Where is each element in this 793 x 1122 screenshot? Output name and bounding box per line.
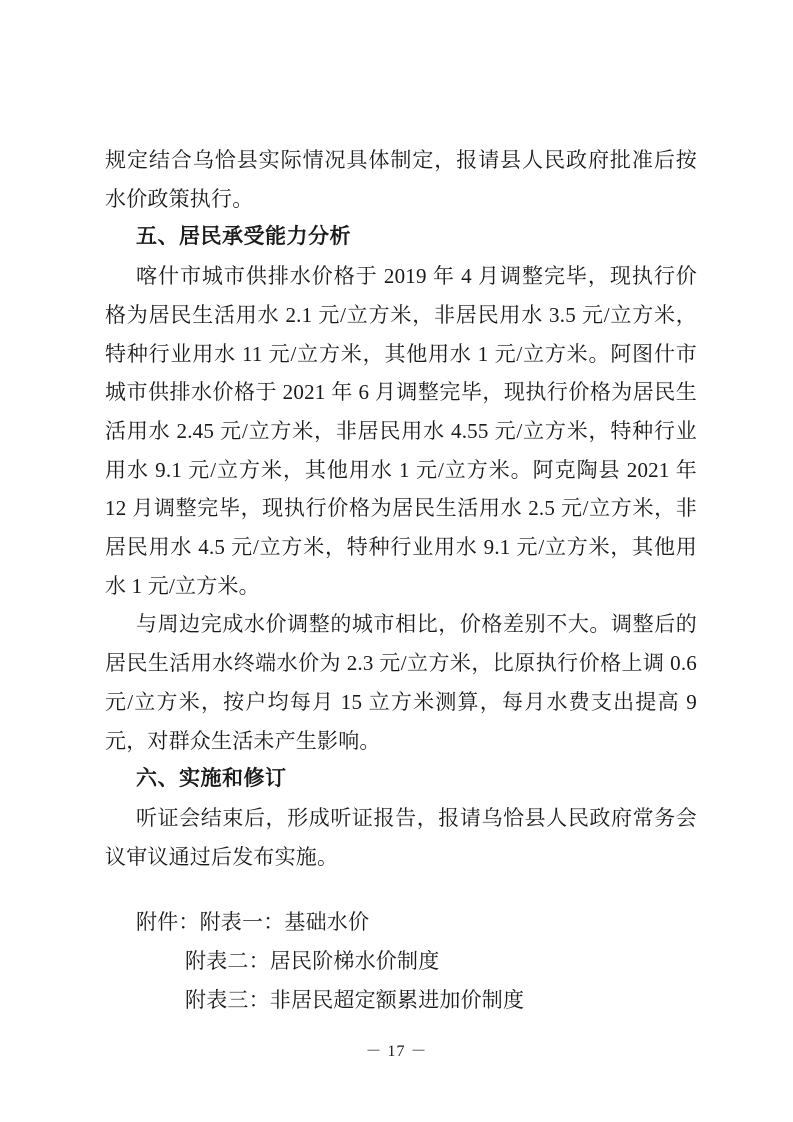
attachment-line-1: 附件：附表一：基础水价 bbox=[136, 910, 370, 935]
section-heading-5-affordability: 五、居民承受能力分析 bbox=[136, 225, 351, 249]
section-heading-6-implementation: 六、实施和修订 bbox=[136, 767, 287, 791]
paragraph-continuation: 规定结合乌恰县实际情况具体制定，报请县人民政府批准后按水价政策执行。 bbox=[105, 148, 697, 211]
attachments-block bbox=[105, 903, 697, 1019]
attachment-line-3: 附表三：非居民超定额累进加价制度 bbox=[185, 987, 525, 1012]
paragraph-implementation: 听证会结束后，形成听证报告，报请乌恰县人民政府常务会议审议通过后发布实施。 bbox=[105, 805, 697, 869]
attachment-line-2: 附表二：居民阶梯水价制度 bbox=[185, 949, 440, 974]
page-content bbox=[105, 141, 697, 1019]
page-number: － 17 － bbox=[365, 1043, 428, 1060]
paragraph-impact-analysis: 与周边完成水价调整的城市相比，价格差别不大。调整后的居民生活用水终端水价为 2.3 元/立方米，比原执行价格上调 0.6 元/立方米，按户均每月 15 立方米测算，每月水费支出提高 9 元，对群众生活未产生影响。 bbox=[105, 612, 697, 753]
paragraph-city-price-comparison: 喀什市城市供排水价格于 2019 年 4 月调整完毕，现执行价格为居民生活用水 2.1 元/立方米，非居民用水 3.5 元/立方米，特种行业用水 11 元/立方米，其他用水 1 元/立方米。阿图什市城市供排水价格于 2021 年 6 月调整完毕，现执行价格为居民生活用水 2.45 元/立方米，非居民用水 4.55 元/立方米，特种行业用水 9.1 元/立方米，其他用水 1 元/立方米。阿克陶县 2021 年 12 月调整完毕，现执行价格为居民生活用水 2.5 元/立方米，非居民用水 4.5 元/立方米，特种行业用水 9.1 元/立方米，其他用水 1 元/立方米。 bbox=[105, 264, 697, 598]
